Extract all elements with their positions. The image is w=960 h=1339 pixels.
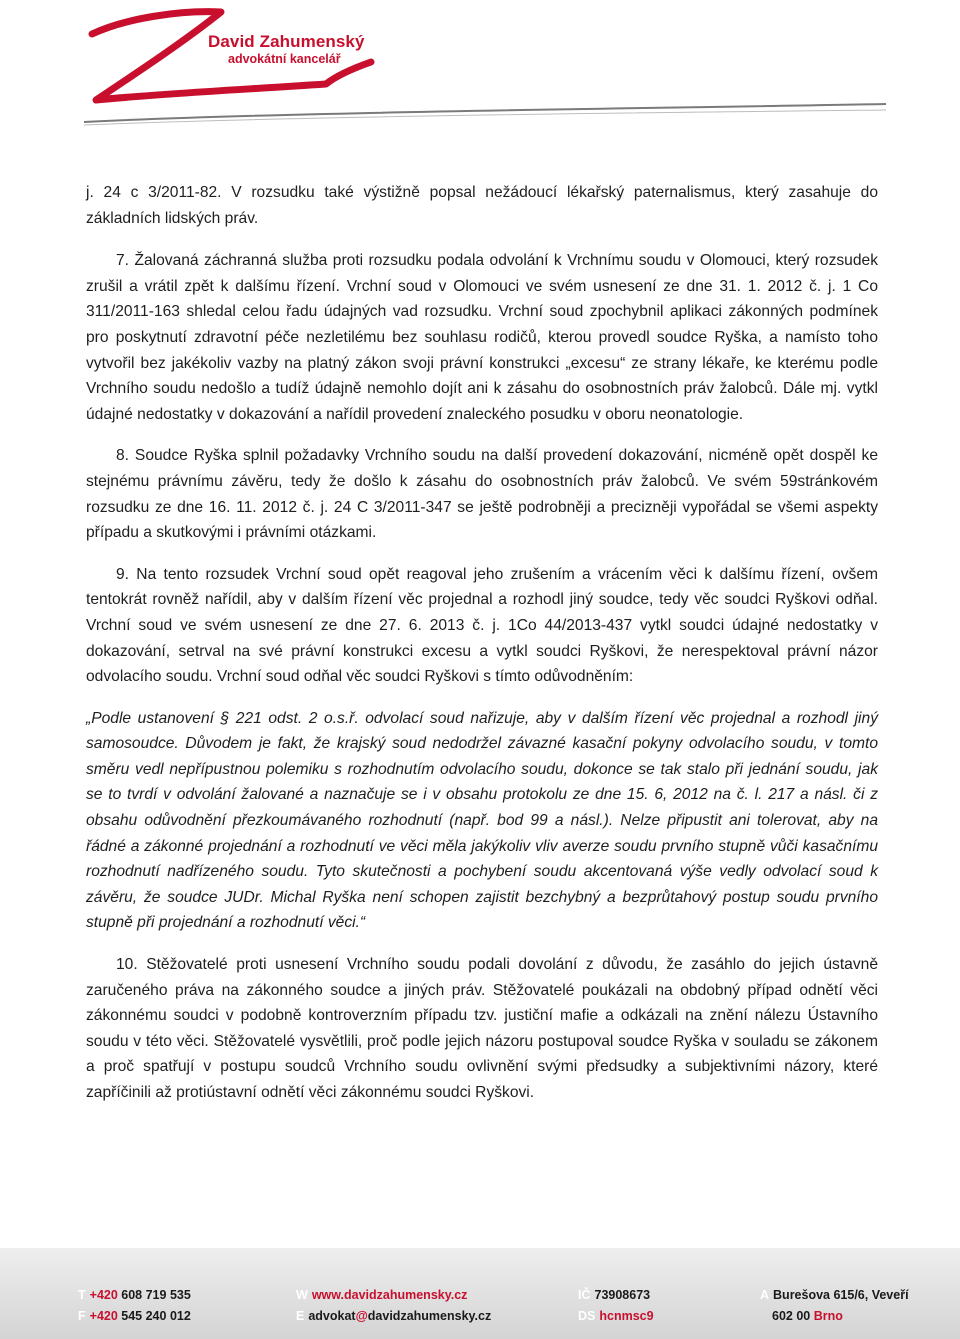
paragraph-10: 10. Stěžovatelé proti usnesení Vrchního soudu podali dovolání z důvodu, že zasáhlo do jejich ústavně zaručeného práva na zákonného soudce a jiných práv. Stěžovatelé poukázali na obdobný případ odnětí věci zákonnému soudci v podobně kontroverzním případu tzv. justiční mafie a odkázali na znění nálezu Ústavního soudu v této věci. Stěžovatelé vysvětlili, proč podle jejich názoru postupoval soudce Ryška v souladu se zákonem a proč spatřují v postupu soudců Vrchního soudu ovlivnění svými předsudky a subjektivními názory, které zapříčinili až protiústavní odnětí věci zákonnému soudci Ryškovi.: [86, 956, 878, 1101]
brand-name: David Zahumenský: [208, 32, 365, 51]
paragraph-7: 7. Žalovaná záchranná služba proti rozsudku podala odvolání k Vrchnímu soudu v Olomouci, který rozsudek zrušil a vrátil zpět k dalšímu řízení. Vrchní soud v Olomouci ve svém usnesení ze dne 31. 1. 2012 č. j. 1 Co 311/2011-163 shledal celou řadu údajných vad rozsudku. Vrchní soud zpochybnil aplikaci zákonných podmínek pro poskytnutí zdravotní péče nezletilému bez souhlasu rodičů, kterou provedl soudce Ryška, a namísto toho vytvořil bez jakékoliv vazby na platný zákon svoji právní konstrukci „excesu“ ze strany lékaře, ke kterému podle Vrchního soudu nedošlo a tudíž údajně nemohlo dojít ani k zásahu do osobnostních práv žalobců. Dále mj. vytkl údajné nedostatky v dokazování a nařídil provedení znaleckého posudku v oboru neonatologie.: [86, 252, 878, 423]
footer-ds: DS hcnmsc9: [578, 1309, 654, 1323]
paragraph-9: 9. Na tento rozsudek Vrchní soud opět reagoval jeho zrušením a vrácením věci k dalšímu řízení, ovšem tentokrát rovněž nařídil, aby v dalším řízení věc projednal a rozhodl jiný soudce, tedy věc soudci Ryškovi odňal. Vrchní soud ve svém usnesení ze dne 27. 6. 2013 č. j. 1Co 44/2013-437 vytkl soudci údajné nedostatky v dokazování, setrval na své právní konstrukci excesu a vytkl soudci Ryškovi, že nerespektoval právní názor odvolacího soudu. Vrchní soud odňal věc soudci Ryškovi s tímto odůvodněním:: [86, 565, 878, 686]
court-quote: „Podle ustanovení § 221 odst. 2 o.s.ř. odvolací soud nařizuje, aby v dalším řízení věc projednal a rozhodl jiný samosoudce. Důvodem je fakt, že krajský soud nedodržel závazné kasační pokyny odvolacího soudu, v tomto směru vedl nepřípustnou polemiku s rozhodnutím odvolacího soudu, dokonce se tak stalo při jednání soudu, jak se to tvrdí v odvolání žalované a naznačuje se i v obsahu protokolu ze dne 15. 6, 2012 na č. l. 217 a násl. či z obsahu odůvodnění přezkoumávaného rozhodnutí (např. bod 99 a násl.). Nelze připustit ani tolerovat, aby na řádné a zákonné projednání a rozhodnutí ve věci měla jakýkoliv vliv averze soudu prvního stupně vůči kasačnímu rozhodnutí nadřízeného soudu. Tyto skutečnosti a pochybení soudu akcentovaná výše vedly odvolací soud k závěru, že soudce JUDr. Michal Ryška není schopen zajistit bezchybný a bezprůtahový postup soudu prvního stupně při projednání a rozhodnutí věci.“: [86, 709, 878, 932]
footer-address-city: 602 00 Brno: [772, 1309, 843, 1323]
paragraph-continuation: j. 24 c 3/2011-82. V rozsudku také výstižně popsal nežádoucí lékařský paternalismus, který zasahuje do základních lidských práv.: [86, 184, 878, 227]
brand-subtitle: advokátní kancelář: [228, 52, 341, 66]
footer-email-link[interactable]: E advokat@davidzahumensky.cz: [296, 1309, 492, 1323]
document-body: [86, 180, 878, 1122]
paragraph-8: 8. Soudce Ryška splnil požadavky Vrchního soudu na další provedení dokazování, nicméně opět dospěl ke stejnému právnímu závěru, tedy že došlo k zásahu do osobnostních práv žalobců. Ve svém 59stránkovém rozsudku ze dne 16. 11. 2012 č. j. 24 C 3/2011-347 se ještě podrobněji a precizněji vypořádal se všemi aspekty případu a skutkovými i právními otázkami.: [86, 447, 878, 542]
footer-web-link[interactable]: W www.davidzahumensky.cz: [296, 1288, 468, 1302]
footer-address-street: A Burešova 615/6, Veveří: [760, 1288, 909, 1302]
footer-phone: T +420 608 719 535: [78, 1288, 191, 1302]
page-footer: [0, 1248, 960, 1339]
footer-ic: IČ 73908673: [578, 1288, 651, 1302]
header-divider: [80, 102, 890, 132]
footer-fax: F +420 545 240 012: [78, 1309, 191, 1323]
